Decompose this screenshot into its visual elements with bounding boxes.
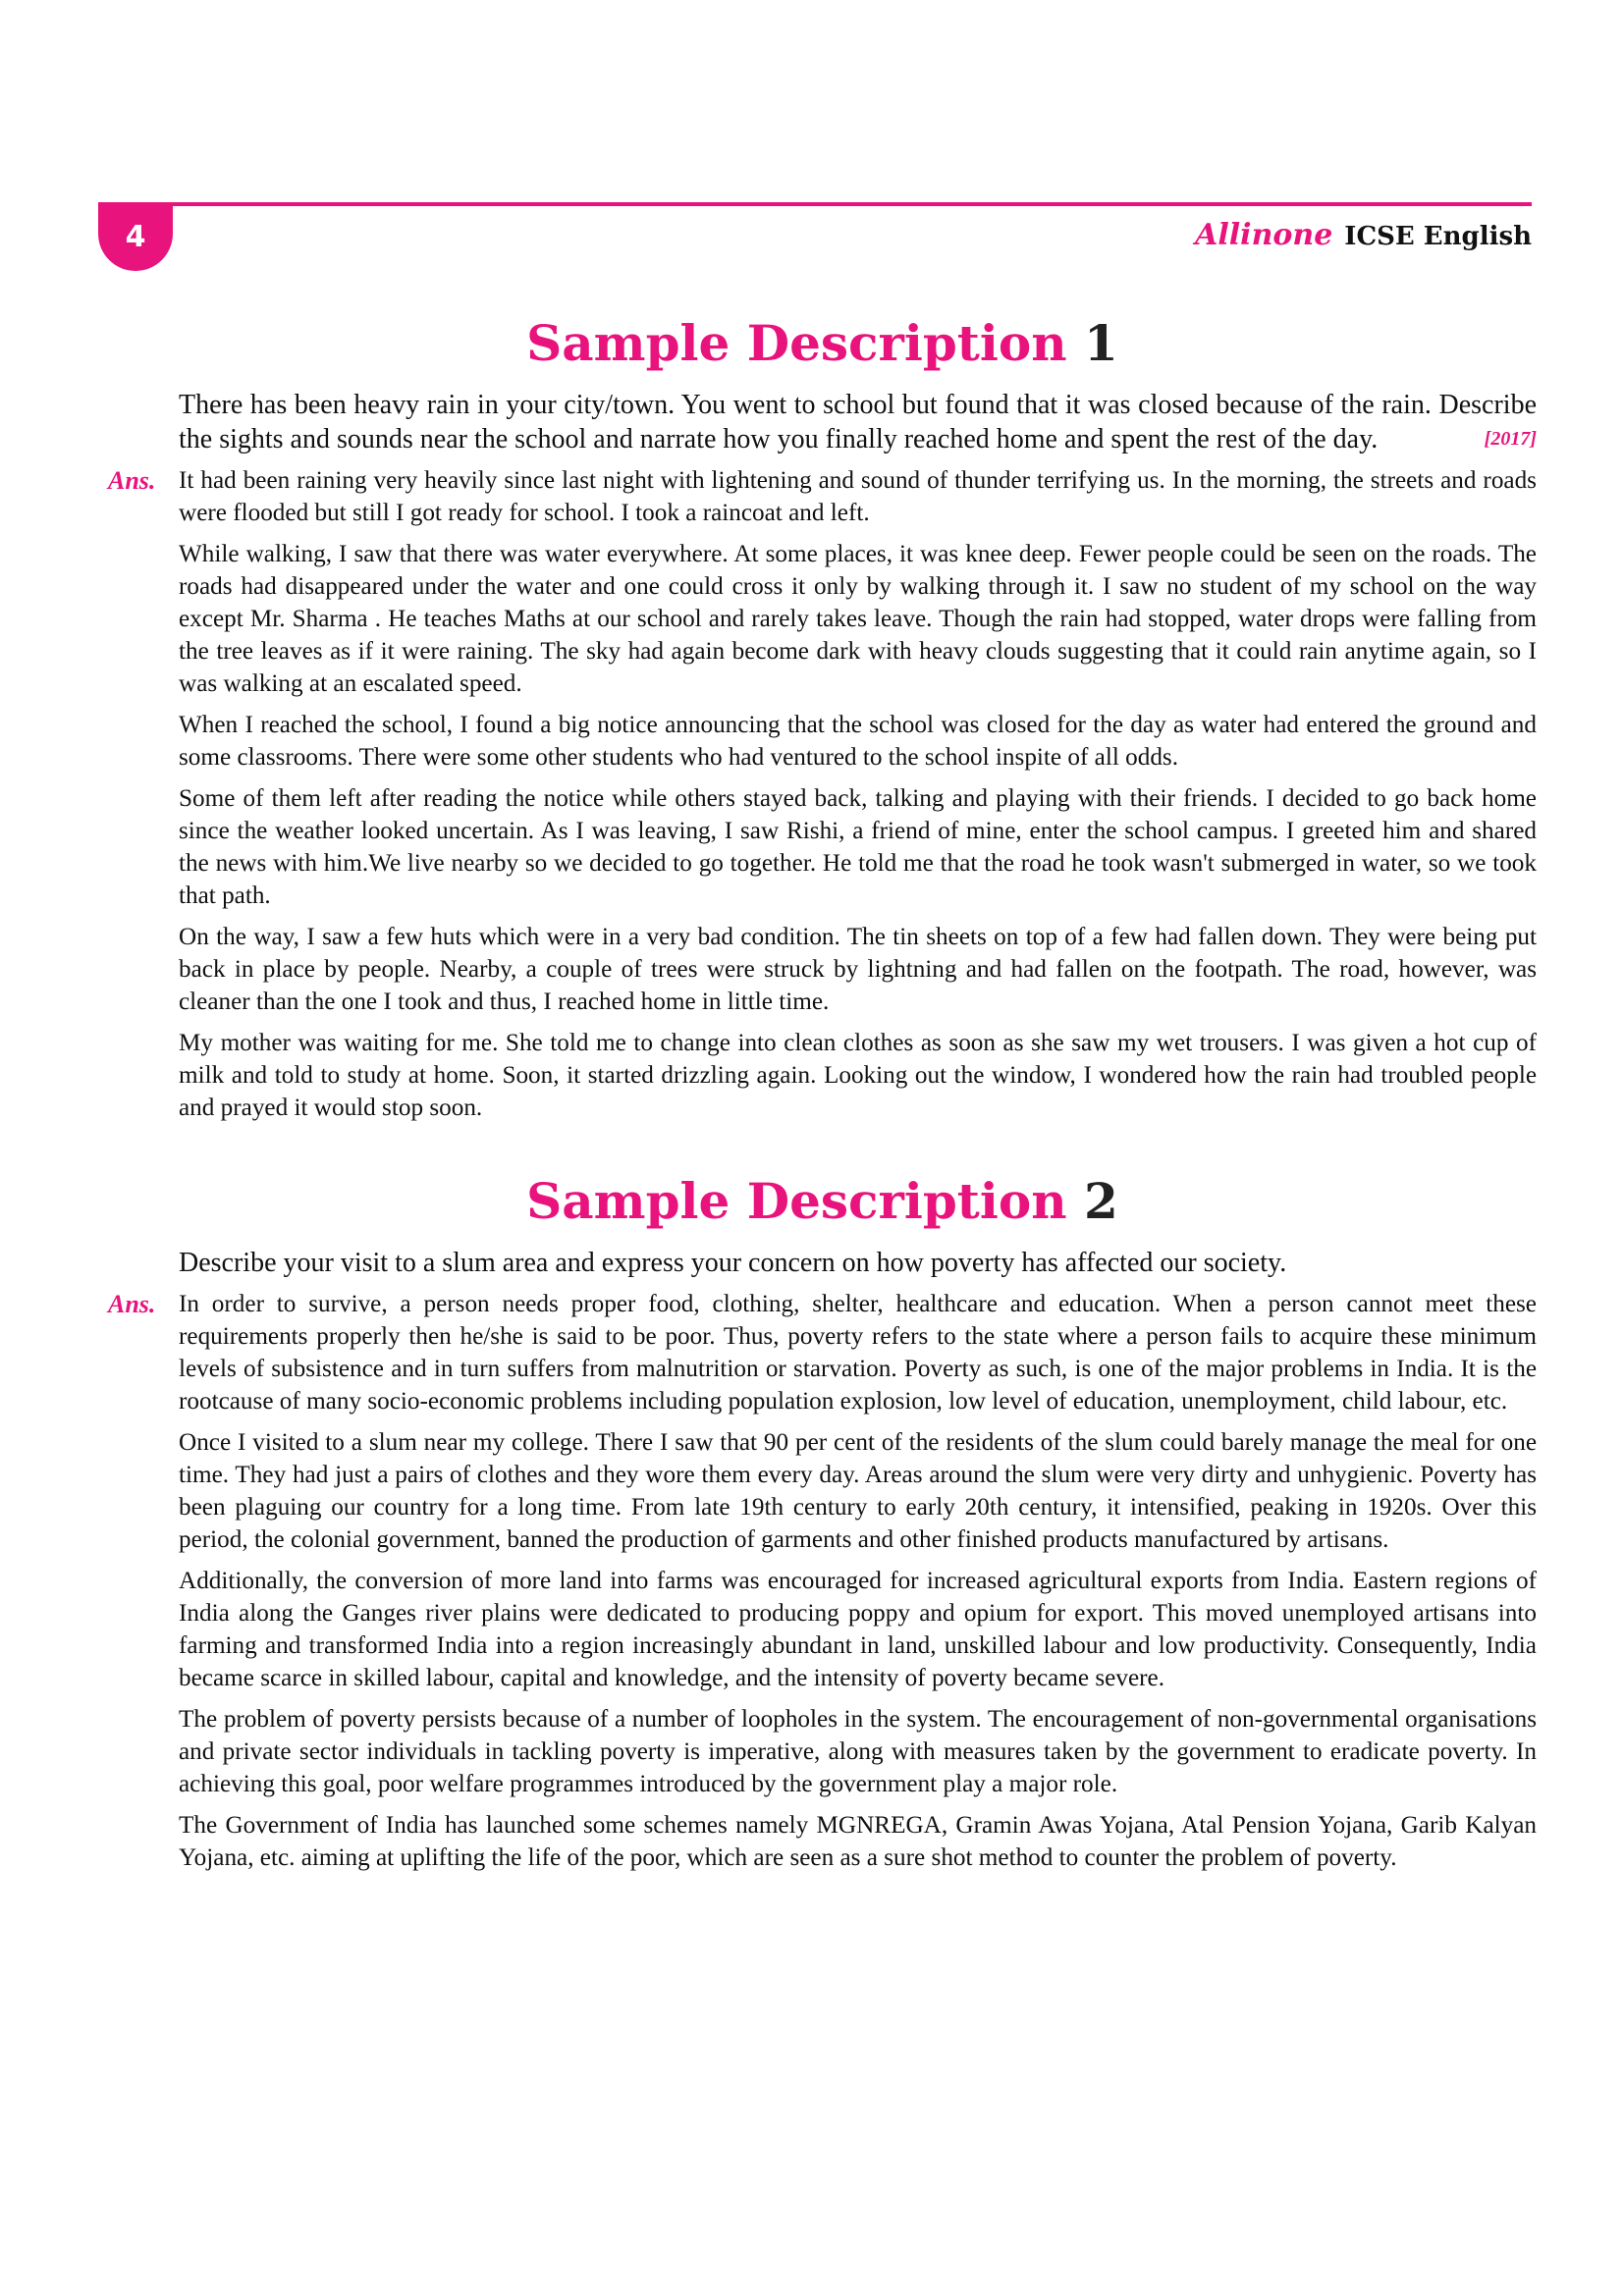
answer-paragraph: Once I visited to a slum near my college. There I saw that 90 per cent of the residents of the slum could barely manage the meal for one time. They had just a pairs of clothes and they wore them every day. Areas around the slum were very dirty and unhygienic. Poverty has been plaguing our country for a long time. From late 19th century to early 20th century, it intensified, peaking in 1920s. Over this period, the colonial government, banned the production of garments and other finished products manufactured by artisans. xyxy=(179,1429,1537,1553)
answer-1 xyxy=(108,464,1537,1124)
header-rule xyxy=(98,202,1532,206)
answer-2 xyxy=(108,1288,1537,1874)
section-title-text: Sample Description xyxy=(526,314,1067,372)
ans-label: Ans. xyxy=(108,466,156,495)
section-title-2 xyxy=(108,1174,1537,1228)
page-number-tab xyxy=(98,202,173,271)
question-1 xyxy=(179,388,1537,456)
section-title-1 xyxy=(108,316,1537,370)
question-2 xyxy=(179,1246,1537,1280)
page-content xyxy=(108,316,1537,1883)
answer-paragraph: The problem of poverty persists because of a number of loopholes in the system. The encouragement of non-governmental organisations and private sector individuals in tackling poverty is imperative, along with measures taken by the government to eradicate poverty. In achieving this goal, poor welfare programmes introduced by the government play a major role. xyxy=(179,1706,1537,1797)
section-title-number: 2 xyxy=(1084,1172,1118,1230)
answer-paragraph: My mother was waiting for me. She told me to change into clean clothes as soon as she saw my wet trousers. I was given a hot cup of milk and told to study at home. Soon, it started drizzling again. Looking out the window, I wondered how the rain had troubled people and prayed it would stop soon. xyxy=(179,1030,1537,1121)
year-tag: [2017] xyxy=(1484,428,1537,450)
answer-paragraph: It had been raining very heavily since last night with lightening and sound of thunder terrifying us. In the morning, the streets and roads were flooded but still I got ready for school. I took a raincoat and left. xyxy=(179,467,1537,526)
answer-paragraph: While walking, I saw that there was water everywhere. At some places, it was knee deep. Fewer people could be seen on the roads. The roads had disappeared under the water and one could cross it only by walking through it. I saw no student of my school on the way except Mr. Sharma . He teaches Maths at our school and rarely takes leave. Though the rain had stopped, water drops were falling from the tree leaves as if it were raining. The sky had again become dark with heavy clouds suggesting that it could rain anytime again, so I was walking at an escalated speed. xyxy=(179,541,1537,697)
answer-paragraph: In order to survive, a person needs proper food, clothing, shelter, healthcare and education. When a person cannot meet these requirements properly then he/she is said to be poor. Thus, poverty refers to the state where a person fails to acquire these minimum levels of subsistence and in turn suffers from malnutrition or starvation. Poverty as such, is one of the major problems in India. It is the rootcause of many socio-economic problems including population explosion, low level of education, unemployment, child labour, etc. xyxy=(179,1291,1537,1415)
section-gap xyxy=(108,1133,1537,1174)
section-title-text: Sample Description xyxy=(526,1172,1067,1230)
ans-label: Ans. xyxy=(108,1290,156,1318)
question-text: Describe your visit to a slum area and express your concern on how poverty has affected our society. xyxy=(179,1248,1287,1278)
answer-paragraph: On the way, I saw a few huts which were in a very bad condition. The tin sheets on top of a few had fallen down. They were being put back in place by people. Nearby, a couple of trees were struck by lightning and had fallen on the footpath. The road, however, was cleaner than the one I took and thus, I reached home in little time. xyxy=(179,924,1537,1015)
answer-paragraph: Some of them left after reading the notice while others stayed back, talking and playing with their friends. I decided to go back home since the weather looked uncertain. As I was leaving, I saw Rishi, a friend of mine, enter the school campus. I greeted him and shared the news with him.We live nearby so we decided to go together. He told me that the road he took wasn't submerged in water, so we took that path. xyxy=(179,785,1537,909)
book-name: ICSE English xyxy=(1344,222,1532,251)
answer-paragraph: The Government of India has launched some schemes namely MGNREGA, Gramin Awas Yojana, Atal Pension Yojana, Garib Kalyan Yojana, etc. aiming at uplifting the life of the poor, which are seen as a sure shot method to counter the problem of poverty. xyxy=(179,1812,1537,1871)
page-number: 4 xyxy=(125,219,146,254)
question-text: There has been heavy rain in your city/town. You went to school but found that it was closed because of the rain. Describe the sights and sounds near the school and narrate how you finally reached home and spent the rest of the day. xyxy=(179,390,1537,454)
section-title-number: 1 xyxy=(1084,314,1118,372)
brand-logo: Allinone xyxy=(1195,218,1333,252)
running-head xyxy=(1195,218,1532,252)
answer-paragraph: When I reached the school, I found a big notice announcing that the school was closed for the day as water had entered the ground and some classrooms. There were some other students who had ventured to the school inspite of all odds. xyxy=(179,712,1537,771)
answer-paragraph: Additionally, the conversion of more land into farms was encouraged for increased agricultural exports from India. Eastern regions of India along the Ganges river plains were dedicated to producing poppy and opium for export. This moved unemployed artisans into farming and transformed India into a region increasingly abundant in land, unskilled labour and low productivity. Consequently, India became scarce in skilled labour, capital and knowledge, and the intensity of poverty became severe. xyxy=(179,1568,1537,1691)
